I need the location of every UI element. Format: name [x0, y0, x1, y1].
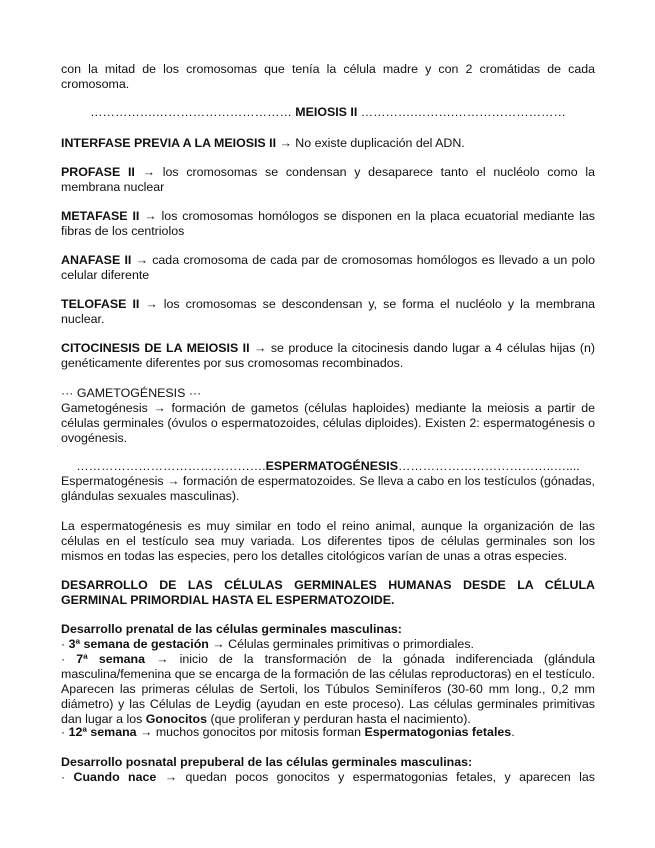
heading-dots-right: ………….……….……………………… [357, 105, 566, 119]
prenatal-item-3-semana: · 3ª semana de gestación → Células germinales primitivas o primordiales. [61, 637, 474, 651]
heading-dots-right: ………………………………..….... [398, 459, 580, 473]
meiosis-ii-title: MEIOSIS II [295, 105, 358, 119]
phase-metafase [61, 209, 595, 239]
espermatogenesis-heading [61, 459, 595, 474]
espermatogonias-term: Espermatogonias fetales [364, 725, 512, 739]
prenatal-heading-text: Desarrollo prenatal de las células germinales masculinas: [61, 622, 402, 636]
posnatal-item-cuando-nace: · Cuando nace → quedan pocos gonocitos y espermatogonias fetales, y aparecen las [61, 770, 595, 784]
prenatal-heading [61, 622, 595, 637]
meiosis-ii-heading [61, 105, 595, 120]
phase-text: → los cromosomas se condensan y desaparece tanto el nucléolo como la membrana nuclear [61, 165, 595, 195]
prenatal-item-12-semana: · 12ª semana → muchos gonocitos por mitosis forman Espermatogonias fetales. [61, 725, 515, 739]
heading-dots-left: …………….…………………………… [90, 105, 296, 119]
item-text: → inicio de la transformación de la gónada indiferenciada (glándula masculina/femenina que se encarga de la formación de las células reproductoras) en el testículo. Aparecen las primeras células de Sertoli, los Túbulos Seminíferos (30-60 mm long., 0,2 mm diámetro) y las Células de Leydig (ayudan en este proceso). Las células germinales primitivas dan lugar a los [61, 652, 595, 727]
item-text: → muchos gonocitos por mitosis forman [136, 725, 365, 739]
phase-profase [61, 165, 595, 195]
item-end: . [511, 725, 515, 739]
gametogenesis-heading: ··· GAMETOGÉNESIS ··· [61, 386, 202, 400]
item-text: → Células germinales primitivas o primordiales. [208, 637, 474, 651]
desarrollo-heading [61, 578, 595, 608]
phase-text: → los cromosomas se descondensan y, se forma el nucléolo y la membrana nuclear. [61, 297, 595, 327]
phase-citocinesis [61, 341, 595, 371]
phase-telofase [61, 297, 595, 327]
posnatal-heading [61, 755, 595, 770]
heading-dots-left: ………………………………………. [76, 459, 266, 473]
phase-interfase [61, 136, 595, 151]
espermatogenesis-definition: Espermatogénesis → formación de espermatozoides. Se lleva a cabo en los testículos (gónadas, glándulas sexuales masculinas). [61, 474, 595, 504]
gametogenesis-paragraph: Gametogénesis → formación de gametos (células haploides) mediante la meiosis a partir de células germinales (óvulos o espermatozoides, células diploides). Existen 2: espermatogénesis o ovogénesis. [61, 401, 595, 446]
item-term: 7ª semana [76, 652, 145, 666]
item-term: 12ª semana [68, 725, 137, 739]
desarrollo-heading-text: DESARROLLO DE LAS CÉLULAS GERMINALES HUMANAS DESDE LA CÉLULA GERMINAL PRIMORDIAL HASTA EL ESPERMATOZOIDE. [61, 578, 595, 608]
phase-term: ANAFASE II [61, 253, 132, 267]
espermatogenesis-title: ESPERMATOGÉNESIS [265, 459, 398, 473]
phase-anafase [61, 253, 595, 283]
item-text: (que proliferan y perduran hasta el nacimiento). [207, 712, 471, 727]
phase-text: → se produce la citocinesis dando lugar a 4 células hijas (n) genéticamente diferentes por sus cromosomas recombinados. [61, 341, 595, 371]
phase-term: CITOCINESIS DE LA MEIOSIS II [61, 341, 250, 355]
phase-text: → cada cromosoma de cada par de cromosomas homólogos es llevado a un polo celular diferente [61, 253, 595, 283]
phase-term: TELOFASE II [61, 297, 140, 311]
posnatal-heading-text: Desarrollo posnatal prepuberal de las células germinales masculinas: [61, 755, 473, 769]
phase-term: PROFASE II [61, 165, 135, 179]
prenatal-item-7-semana: · 7ª semana → inicio de la transformación de la gónada indiferenciada (glándula masculina/femenina que se encarga de la formación de las células reproductoras) en el testículo. Aparecen las primeras células de Sertoli, los Túbulos Seminíferos (30-60 mm long., 0,2 mm diámetro) y las Células de Leydig (ayudan en este proceso). Las células germinales primitivas dan lugar a los Gonocitos (que proliferan y perduran hasta el nacimiento). [61, 652, 595, 727]
item-text: → quedan pocos gonocitos y espermatogonias fetales, y aparecen las [156, 770, 595, 784]
intro-paragraph: con la mitad de los cromosomas que tenía la célula madre y con 2 cromátidas de cada cromosoma. [61, 62, 595, 92]
phase-text: → los cromosomas homólogos se disponen en la placa ecuatorial mediante las fibras de los centriolos [61, 209, 595, 239]
phase-term: METAFASE II [61, 209, 140, 223]
item-term: Cuando nace [73, 770, 157, 784]
phase-text: → No existe duplicación del ADN. [276, 136, 465, 150]
phase-term: INTERFASE PREVIA A LA MEIOSIS II [61, 136, 277, 150]
espermatogenesis-paragraph: La espermatogénesis es muy similar en todo el reino animal, aunque la organización de las células en el testículo sea muy variada. Los diferentes tipos de células germinales son los mismos en todas las especies, pero los detalles citológicos varían de unas a otras especies. [61, 519, 595, 564]
gonocitos-term: Gonocitos [145, 712, 207, 727]
item-term: 3ª semana de gestación [68, 637, 209, 651]
